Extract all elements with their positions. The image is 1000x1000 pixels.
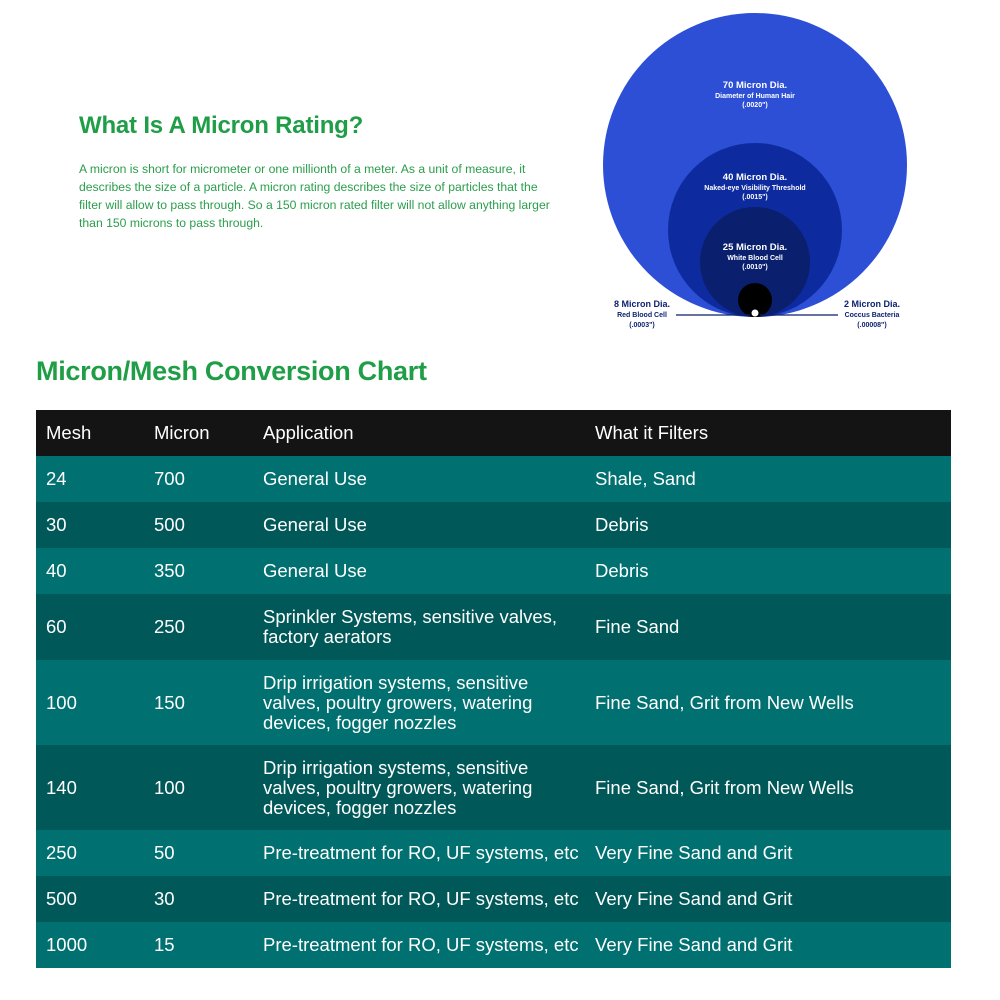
bacteria-desc-label: Coccus Bacteria (844, 312, 900, 319)
cell-mesh: 500 (46, 888, 77, 909)
cell-filters: Shale, Sand (595, 468, 696, 489)
cell-micron: 250 (154, 616, 185, 637)
cell-filters: Debris (595, 514, 649, 535)
rbc-size-label: 8 Micron Dia. (613, 299, 671, 309)
table-row (36, 830, 951, 876)
cell-micron: 700 (154, 468, 185, 489)
coccus-bacteria-dot (752, 310, 759, 317)
wbc-size-label: 25 Micron Dia. (722, 242, 788, 253)
cell-mesh: 24 (46, 468, 67, 489)
visibility-size-label: 40 Micron Dia. (722, 172, 788, 183)
cell-micron: 350 (154, 560, 185, 581)
cell-mesh: 40 (46, 560, 67, 581)
bacteria-inches-label: (.00008") (857, 322, 887, 329)
cell-filters: Fine Sand, Grit from New Wells (595, 691, 854, 713)
wbc-desc-label: White Blood Cell (727, 255, 783, 262)
cell-filters: Debris (595, 560, 649, 581)
table-row (36, 594, 951, 660)
rbc-desc-label: Red Blood Cell (617, 312, 667, 319)
chart-heading: Micron/Mesh Conversion Chart (36, 356, 427, 386)
table-row (36, 502, 951, 548)
hair-inches-label: (.0020") (742, 102, 768, 109)
cell-filters: Very Fine Sand and Grit (595, 888, 793, 909)
cell-application: Sprinkler Systems, sensitive valves, factory aerators (263, 606, 558, 647)
cell-application: General Use (263, 560, 367, 581)
table-row (36, 456, 951, 502)
visibility-desc-label: Naked-eye Visibility Threshold (704, 185, 806, 192)
conversion-table (36, 410, 951, 968)
cell-mesh: 250 (46, 842, 77, 863)
table-row (36, 922, 951, 968)
hair-desc-label: Diameter of Human Hair (715, 93, 795, 100)
header-micron: Micron (154, 422, 210, 443)
cell-application: Pre-treatment for RO, UF systems, etc (263, 888, 579, 909)
cell-application: General Use (263, 468, 367, 489)
table-row (36, 876, 951, 922)
cell-filters: Fine Sand, Grit from New Wells (595, 776, 854, 798)
header-application: Application (263, 422, 354, 443)
cell-micron: 50 (154, 842, 175, 863)
cell-micron: 15 (154, 934, 175, 955)
visibility-inches-label: (.0015") (742, 194, 768, 201)
cell-filters: Very Fine Sand and Grit (595, 934, 793, 955)
cell-filters: Very Fine Sand and Grit (595, 842, 793, 863)
cell-mesh: 1000 (46, 934, 88, 955)
cell-application: Pre-treatment for RO, UF systems, etc (263, 934, 579, 955)
cell-micron: 30 (154, 888, 175, 909)
table-row (36, 548, 951, 594)
cell-filters: Fine Sand (595, 616, 680, 637)
intro-heading: What Is A Micron Rating? (79, 112, 364, 139)
intro-paragraph: A micron is short for micrometer or one millionth of a meter. As a unit of measure, it describes the size of a particle. A micron rating describes the size of particles that the filter will allow to pass through. So a 150 micron rated filter will not allow anything larger than 150 microns to pass through. (79, 162, 550, 230)
cell-application: Drip irrigation systems, sensitive valves, poultry growers, watering devices, fogger nozzles (263, 671, 533, 733)
cell-application: Pre-treatment for RO, UF systems, etc (263, 842, 579, 863)
cell-application: General Use (263, 514, 367, 535)
cell-mesh: 60 (46, 616, 67, 637)
bacteria-size-label: 2 Micron Dia. (843, 299, 901, 309)
cell-micron: 150 (154, 691, 185, 713)
table-row (36, 745, 951, 830)
hair-size-label: 70 Micron Dia. (722, 80, 788, 91)
header-mesh: Mesh (46, 422, 92, 443)
wbc-inches-label: (.0010") (742, 264, 768, 271)
cell-micron: 100 (154, 776, 185, 798)
cell-application: Drip irrigation systems, sensitive valves, poultry growers, watering devices, fogger nozzles (263, 756, 533, 818)
table-row (36, 660, 951, 745)
cell-mesh: 30 (46, 514, 67, 535)
header-what-it-filters: What it Filters (595, 422, 709, 443)
cell-mesh: 140 (46, 776, 77, 798)
cell-micron: 500 (154, 514, 185, 535)
cell-mesh: 100 (46, 691, 77, 713)
rbc-inches-label: (.0003") (629, 322, 655, 329)
table-header-row (36, 410, 951, 456)
micron-size-diagram (590, 0, 930, 345)
